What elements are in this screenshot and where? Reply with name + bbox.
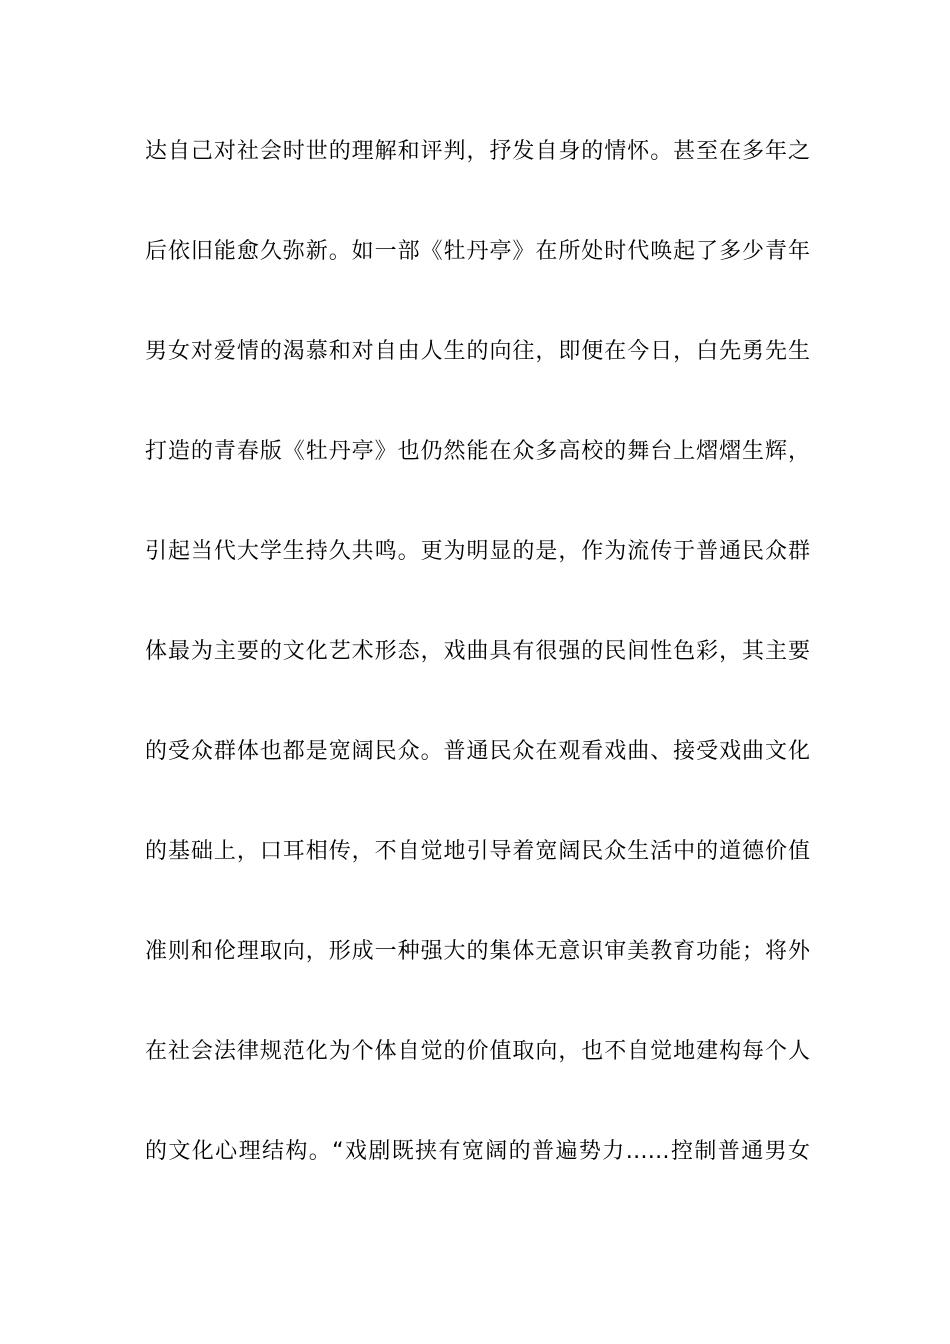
text-line: 的文化心理结构。“戏剧既挟有宽阔的普遍势力……控制普通男女 [145,1139,810,1164]
text-line: 的基础上，口耳相传，不自觉地引导着宽阔民众生活中的道德价值 [145,839,810,864]
text-line: 在社会法律规范化为个体自觉的价值取向，也不自觉地建构每个人 [145,1039,810,1064]
text-line: 准则和伦理取向，形成一种强大的集体无意识审美教育功能；将外 [145,939,810,964]
text-line: 体最为主要的文化艺术形态，戏曲具有很强的民间性色彩，其主要 [145,639,810,664]
body-paragraph [145,132,810,1232]
text-line: 引起当代大学生持久共鸣。更为明显的是，作为流传于普通民众群 [145,539,810,564]
text-line: 达自己对社会时世的理解和评判，抒发自身的情怀。甚至在多年之 [145,139,810,164]
text-line: 的受众群体也都是宽阔民众。普通民众在观看戏曲、接受戏曲文化 [145,739,810,764]
text-line: 后依旧能愈久弥新。如一部《牡丹亭》在所处时代唤起了多少青年 [145,239,810,264]
text-line: 男女对爱情的渴慕和对自由人生的向往，即便在今日，白先勇先生 [145,339,810,364]
text-line: 打造的青春版《牡丹亭》也仍然能在众多高校的舞台上熠熠生辉， [145,439,810,464]
